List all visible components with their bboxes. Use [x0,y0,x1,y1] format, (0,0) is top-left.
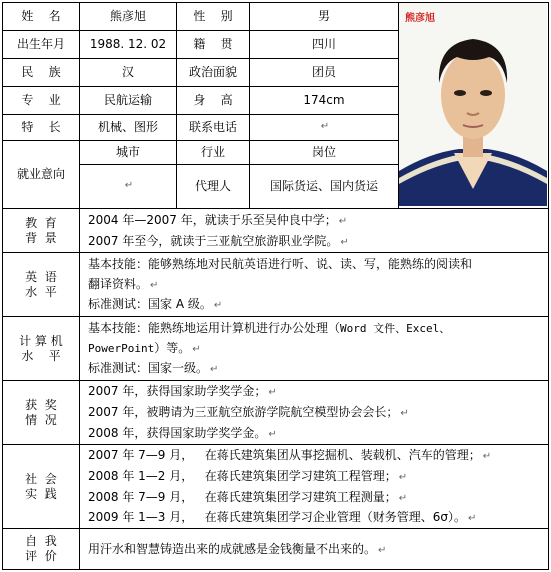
major-text: 民航运输 [103,93,152,107]
ethnic-value [80,59,176,86]
political-label-text: 政治面貌 [188,65,237,79]
position-text: 国际货运、国内货运 [269,179,378,193]
computer-line-text: ）等。 [154,341,191,355]
column-divider [79,2,80,569]
row-divider [2,30,399,31]
computer-label [3,317,79,380]
computer-line [88,318,450,339]
practice-line-text: 2009 年 1—3 月， 在蒋氏建筑集团学习企业管理（财务管理、6σ）。 [88,510,466,524]
birth-value [80,31,176,58]
major-value [80,87,176,114]
industry-text: 代理人 [194,179,231,193]
row-divider [2,114,399,115]
computer-line [88,358,218,379]
contact-label-text: 联系电话 [188,120,237,134]
native-label [177,31,249,58]
paragraph-mark: ↵ [268,387,277,398]
column-divider [249,2,250,208]
intention-label [3,141,79,208]
awards-label-line2: 情 况 [25,412,57,427]
row-divider [2,380,549,381]
gender-label [177,3,249,30]
practice-label-line2: 实 践 [25,486,57,501]
education-label [3,209,79,252]
paragraph-mark: ↵ [124,180,134,192]
awards-line [88,423,277,444]
english-label [3,253,79,316]
row-divider [2,208,549,209]
evaluation-line [88,539,386,560]
awards-line-text: 2007 年，获得国家助学奖学金； [88,384,267,398]
paragraph-mark: ↵ [192,344,201,355]
name-value [80,3,176,30]
awards-line-text: 2008 年，获得国家助学奖学金。 [88,426,267,440]
intention-city-value [80,165,176,208]
awards-line [88,402,409,423]
row-divider [2,316,549,317]
computer-label-line2: 水 平 [21,348,61,363]
english-label-line2: 水 平 [25,284,57,299]
paragraph-mark: ↵ [398,472,408,483]
row-divider [2,86,399,87]
ethnic-label [3,59,79,86]
practice-line [88,466,407,487]
paragraph-mark: ↵ [210,364,219,375]
evaluation-text: 用汗水和智慧铸造出来的成就感是金钱衡量不出来的。 [88,542,377,556]
specialty-text: 机械、图形 [97,120,158,134]
profile-photo-image [399,3,547,206]
table-border [548,2,549,570]
paragraph-mark: ↵ [340,237,349,248]
intention-position-value [250,165,398,208]
intention-industry-value [177,165,249,208]
table-border [2,2,549,3]
major-label [3,87,79,114]
paragraph-mark: ↵ [467,513,477,524]
row-divider [2,528,549,529]
english-line [88,274,158,295]
native-label-text: 籍 贯 [193,37,233,51]
education-label-line2: 背 景 [25,230,57,245]
gender-value [250,3,398,30]
awards-line [88,381,277,402]
ethnic-label-text: 民 族 [21,65,61,79]
paragraph-mark: ↵ [400,408,409,419]
intention-label-text: 就业意向 [16,167,65,181]
intention-industry-header [177,141,249,164]
city-header-text: 城市 [115,145,140,159]
industry-header-text: 行业 [200,145,225,159]
english-label-line1: 英 语 [25,269,57,284]
education-line [88,210,347,231]
ethnic-text: 汉 [121,65,134,79]
height-text: 174cm [303,93,345,107]
contact-value [250,115,398,140]
education-line-text: 2007 年至今，就读于三亚航空旅游职业学院。 [88,234,339,248]
gender-label-text: 性 别 [193,9,233,23]
education-label-line1: 教 育 [25,215,57,230]
awards-label-line1: 获 奖 [25,397,57,412]
english-line [88,294,222,315]
computer-line-software: Word 文件、Excel、 [340,322,451,335]
education-line-text: 2004 年—2007 年，就读于乐至吴仲良中学； [88,213,337,227]
table-border [2,569,549,570]
specialty-value [80,115,176,140]
awards-label [3,381,79,444]
computer-line-software: PowerPoint [88,342,155,355]
specialty-label-text: 特 长 [21,120,61,134]
awards-line-text: 2007 年，被聘请为三亚航空旅游学院航空模型协会会长； [88,405,399,419]
english-line-text: 标准测试：国家 A 级。 [88,297,212,311]
computer-label-line1: 计 算 机 [19,333,63,348]
paragraph-mark: ↵ [482,451,492,462]
computer-line [88,338,201,359]
english-line-text: 基本技能：能够熟练地对民航英语进行听、说、读、写，能熟练的阅读和 [88,257,473,271]
paragraph-mark: ↵ [268,429,277,440]
birth-label [3,31,79,58]
paragraph-mark: ↵ [338,216,348,227]
political-label [177,59,249,86]
political-value [250,59,398,86]
evaluation-label-line2: 评 价 [25,549,57,563]
practice-line [88,445,491,466]
birth-text: 1988. 12. 02 [89,37,167,51]
computer-line-text: 标准测试：国家一级。 [88,361,209,375]
practice-line-text: 2008 年 1—2 月， 在蒋氏建筑集团学习建筑工程管理； [88,469,397,483]
height-label-text: 身 高 [193,93,233,107]
row-divider [2,444,549,445]
column-divider [176,2,177,208]
specialty-label [3,115,79,140]
height-label [177,87,249,114]
major-label-text: 专 业 [21,93,61,107]
english-line-text: 翻译资料。 [88,277,149,291]
native-value [250,31,398,58]
native-text: 四川 [311,37,336,51]
row-divider [2,252,549,253]
paragraph-mark: ↵ [213,300,223,311]
practice-line-text: 2008 年 7—9 月， 在蒋氏建筑集团学习建筑工程测量； [88,490,397,504]
name-label-text: 姓 名 [21,9,61,23]
row-divider [79,164,399,165]
paragraph-mark: ↵ [378,545,387,556]
paragraph-mark: ↵ [320,121,330,133]
birth-label-text: 出生年月 [16,37,65,51]
profile-photo [399,3,547,206]
contact-label [177,115,249,140]
practice-line [88,507,476,528]
evaluation-label-line1: 自 我 [25,534,57,548]
name-label [3,3,79,30]
english-line [88,254,472,275]
position-header-text: 岗位 [311,145,336,159]
paragraph-mark: ↵ [150,280,159,291]
practice-line [88,487,407,508]
paragraph-mark: ↵ [398,493,408,504]
gender-text: 男 [317,9,330,23]
education-line [88,231,349,252]
practice-label [3,445,79,528]
evaluation-label [3,529,79,569]
practice-label-line1: 社 会 [25,471,57,486]
name-text: 熊彦旭 [109,9,146,23]
column-divider [398,2,399,208]
row-divider [2,140,399,141]
height-value [250,87,398,114]
photo-tag: 熊彦旭 [405,13,435,24]
intention-position-header [250,141,398,164]
practice-line-text: 2007 年 7—9 月， 在蒋氏建筑集团从事挖掘机、装载机、汽车的管理； [88,448,481,462]
table-border [2,2,3,570]
row-divider [2,58,399,59]
political-text: 团员 [311,65,336,79]
computer-line-text: 基本技能：能熟练地运用计算机进行办公处理（ [88,321,341,335]
intention-city-header [80,141,176,164]
